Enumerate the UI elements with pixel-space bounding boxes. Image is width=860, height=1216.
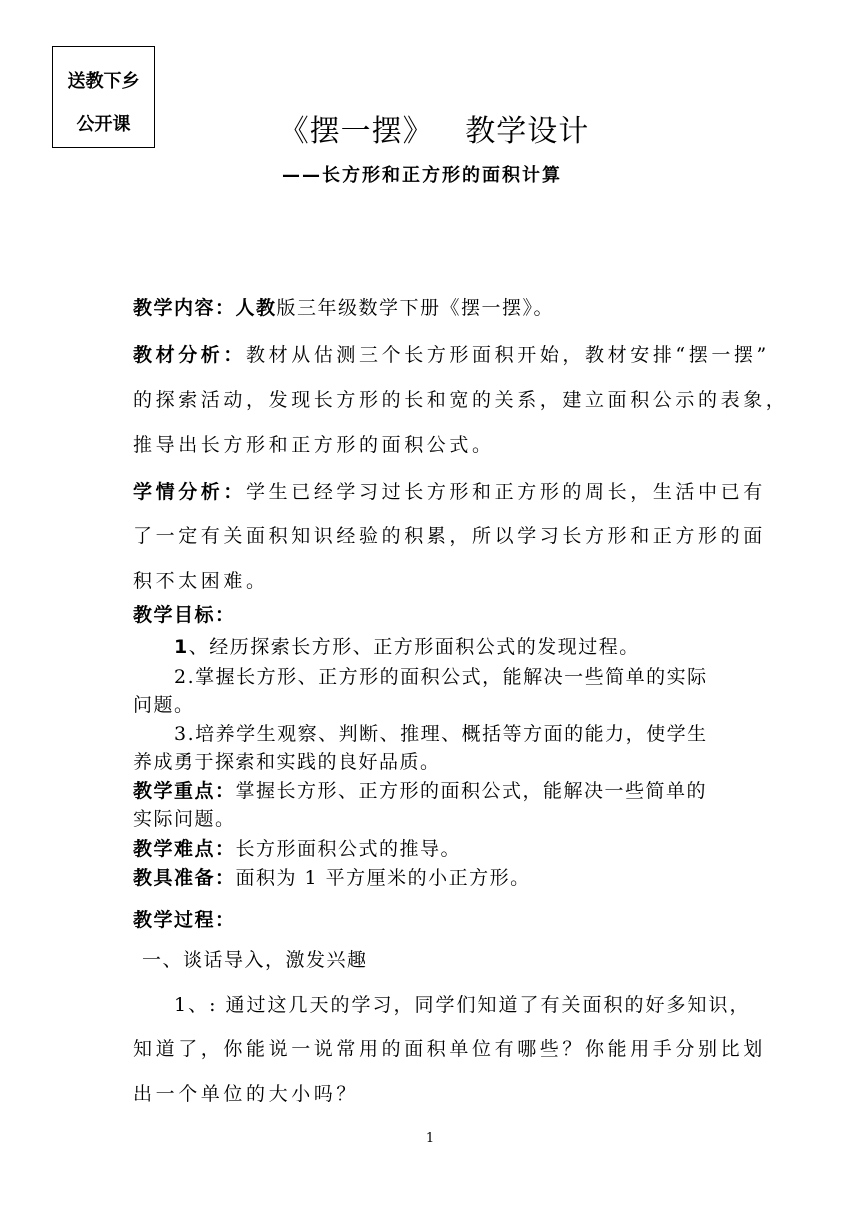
stamp-line-2: 公开课	[76, 114, 131, 135]
paragraph-1-line-2: 知道了，你能说一说常用的面积单位有哪些？你能用手分别比划	[133, 1038, 766, 1060]
goal-3-cont: 养成勇于探索和实践的良好品质。	[133, 751, 441, 773]
material-analysis	[133, 340, 770, 367]
paragraph-1-line-3: 出一个单位的大小吗？	[133, 1083, 360, 1105]
paragraph-1-line-1: 1、: 通过这几天的学习，同学们知道了有关面积的好多知识，	[174, 994, 751, 1016]
page-number: 1	[425, 1131, 435, 1146]
goals-heading	[133, 600, 733, 627]
process-heading	[133, 905, 733, 932]
document-title: 《摆一摆》 教学设计	[278, 114, 590, 149]
process-label: 教学过程：	[133, 909, 236, 931]
student-analysis-line-3: 积不太困难。	[133, 570, 269, 592]
teaching-content	[133, 293, 733, 320]
material-analysis-line-2: 的探索活动，发现长方形的长和宽的关系，建立面积公示的表象，	[133, 389, 789, 411]
teaching-tools-label: 教具准备：	[133, 867, 236, 889]
key-points-label: 教学重点：	[133, 780, 236, 802]
student-analysis-label: 学情分析：	[133, 481, 247, 503]
material-analysis-text: 教材从估测三个长方形面积开始，教材安排“摆一摆”	[246, 344, 770, 366]
teaching-tools	[133, 863, 733, 890]
goal-1-number: 1	[174, 636, 189, 658]
section-1-heading: 一、谈话导入，激发兴趣	[142, 949, 368, 971]
material-analysis-line-3: 推导出长方形和正方形的面积公式。	[133, 434, 495, 456]
goal-2: 2.掌握长方形、正方形的面积公式，能解决一些简单的实际	[174, 666, 708, 688]
student-analysis-text: 学生已经学习过长方形和正方形的周长，生活中已有	[246, 481, 766, 503]
goals-label: 教学目标：	[133, 604, 236, 626]
student-analysis	[133, 477, 766, 504]
teaching-tools-text: 面积为 1 平方厘米的小正方形。	[235, 867, 531, 889]
goal-3: 3.培养学生观察、判断、推理、概括等方面的能力，使学生	[174, 723, 708, 745]
material-analysis-label: 教材分析：	[133, 344, 247, 366]
goal-2-cont: 问题。	[133, 694, 195, 716]
difficulty-text: 长方形面积公式的推导。	[235, 838, 462, 860]
goal-1	[174, 632, 774, 659]
teaching-content-label: 教学内容：人教	[133, 297, 277, 319]
stamp-line-1: 送教下乡	[67, 71, 140, 92]
goal-1-text: 、经历探索长方形、正方形面积公式的发现过程。	[188, 636, 640, 658]
difficulty-label: 教学难点：	[133, 838, 236, 860]
key-points-cont: 实际问题。	[133, 808, 236, 830]
key-points-text: 掌握长方形、正方形的面积公式，能解决一些简单的	[235, 780, 708, 802]
difficulty	[133, 834, 733, 861]
student-analysis-line-2: 了一定有关面积知识经验的积累，所以学习长方形和正方形的面	[133, 525, 766, 547]
key-points	[133, 776, 733, 803]
document-subtitle: ——长方形和正方形的面积计算	[282, 165, 562, 186]
teaching-content-text: 版三年级数学下册《摆一摆》。	[276, 297, 555, 319]
